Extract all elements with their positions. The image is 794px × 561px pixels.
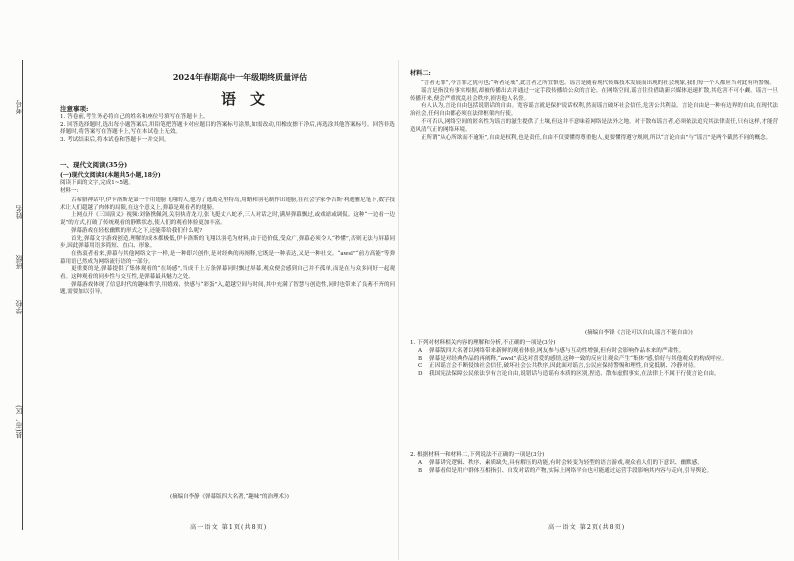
option-letter: A (418, 459, 423, 466)
exam-title: 2024年春期高中一年级期终质量评估 (172, 72, 308, 82)
material2-body (410, 80, 778, 325)
option-text: 弹幕看似是用户群体互相指引、自发对话的产物,实际上网络平台也可能通过运营手段影响其内容与走向,引导舆论。 (429, 467, 713, 474)
material1-body (60, 197, 395, 487)
county-label: 县(市、区) (15, 405, 23, 439)
paragraph: 弹幕游戏体现了信息时代的趣味哲学,用嬉戏、快感与“彩蛋”入,超越空间与时间,其中充满了智慧与创造性,同时也带来了良莠不齐的问题,需要加以引导。 (60, 281, 395, 296)
option-text: 正因谣言会不断侵蚀社会信任,破坏社会公共秩序,因此面对谣言,公民应保持警惕和理性,自觉抵制、冷静对待。 (429, 363, 700, 370)
option-letter: C (418, 363, 423, 370)
page-footer-right: 高一语文 第2页(共8页) (548, 524, 626, 531)
option-letter: D (418, 371, 423, 378)
binding-line (22, 60, 23, 530)
paragraph: 古希腊神话中,伊卡洛斯是第一个用翅膀飞翔的人,他为了逃离克里特岛,用蜡和羽毛制作出翅膀,在社会学家李吉斯·利迪雅尼笔下,数字技术让人们超越了肉体的局限,在这个意义上,弹幕是观看者的翅膀。 (60, 197, 395, 211)
notes-list (60, 114, 395, 145)
paragraph: 正所谓“从心所欲而不逾矩”,自由是权利,也是责任,自由不仅要懂得尊重他人,更要懂得遵守规则,所以“言论自由”与“谣言”是两个截然不同的概念。 (421, 134, 772, 141)
option-text: 我国宪法保障公民依法享有言论自由,说错话与造谣有本质的区别,捏造、散布虚假事实,在法律上不属于行使言论自由。 (429, 371, 720, 378)
material-label: 材料一: (60, 187, 79, 194)
option-d[interactable] (418, 371, 778, 379)
paragraph: 有人认为,言论自由包括说错话的自由。宽容谣言就是保护说话权利,然而谣言破坏社会信任,危害公共利益。言论自由是一种有边界的自由,在现代法治社会,任何自由都必须在法律框架内行使。 (410, 103, 778, 118)
paragraph: 弹幕游戏在轻松幽默的形式之下,还能带给我们什么呢? (71, 227, 203, 234)
exam-number-label: 考号 (15, 100, 23, 114)
source-citation: (摘编自李锋《言论可以自由,谣言不能自由》) (585, 330, 693, 336)
option-letter: B (418, 467, 423, 474)
option-text: 弹幕版四大名著以网络带来新鲜的观看体验,网友参与感与互动性增强,但有时会影响作品本来的严肃性。 (429, 347, 685, 354)
instruction (60, 180, 395, 195)
paragraph: 更重要的是,弹幕提供了集体观看的“在场感”,当成千上万条弹幕同时飘过屏幕,观众便会感到自己并不孤单,而是在与众多同好一起观看。这种观看的同步性与交互性,是弹幕最具魅力之处。 (60, 266, 395, 281)
option-a[interactable] (418, 460, 778, 468)
paragraph: 上网点开《三国演义》视频:刘备携佩剑,关羽执青龙刀,张飞挺丈八蛇矛,三人对话之时,满屏弹幕飘过,或戏谑或调侃。这种“一边看一边说”的方式,打破了传统观看的静默状态,使人们的观看体验更加丰富。 (60, 212, 395, 227)
material2-label: 材料二: (410, 70, 431, 77)
paragraph: 谣言是指没有事实根据,却被传播出去并通过一定手段传播给公众的言论。在网络空间,谣言往往借助新兴媒体迅速扩散,其危害不可小觑。谣言一旦传播开来,便会严重扰乱社会秩序,损害他人名誉。 (410, 87, 778, 102)
name-label: 姓名 (15, 205, 23, 219)
note-item: 2. 回答选择题时,选出每小题答案后,用铅笔把答题卡对应题目的答案标号涂黑,如需改动,用橡皮擦干净后,再选涂其他答案标号。回答非选择题时,将答案写在答题卡上,写在本试卷上无效。 (60, 121, 395, 136)
paragraph: 在热衷者看来,弹幕与其他网络文字一样,是一种即兴创作,是对经典的再阐释,它既是一种表达,又是一种社交。“awsl”“前方高能”等弹幕用语已然成为网络流行语的一部分。 (60, 250, 395, 265)
question-1 (410, 340, 778, 379)
notes-heading: 注意事项: (60, 105, 89, 113)
question-stem: 1. 下列对材料相关内容的理解和分析,不正确的一项是(3分) (410, 340, 556, 346)
subject-title: 语文 (220, 90, 279, 108)
paragraph: 不可否认,网络空间的匿名性为谣言的滋生提供了土壤,但这并不意味着网络是法外之地。对于散布谣言者,必须依法追究其法律责任,只有这样,才能营造风清气正的网络环境。 (410, 118, 778, 133)
note-item: 3. 考试结束后,将本试卷和答题卡一并交回。 (60, 137, 170, 144)
instruction-text: 阅读下面的文字,完成1~5题。 (60, 180, 134, 186)
binding-margin (0, 0, 48, 561)
note-item: 1. 答卷前,考生务必将自己的姓名和座位号填写在答题卡上。 (60, 114, 209, 120)
class-label: 班级 (15, 255, 23, 269)
option-a[interactable] (418, 348, 778, 356)
option-text: 弹幕讲究逻辑、秩序、素质缺失,具有解压的功能,有时会转变为轻型的语言游戏,观众看人们的下意识、幽默感。 (429, 459, 703, 466)
school-label: 学校 (15, 300, 23, 314)
option-text: 弹幕是对经典作品的再阐释,“awsl”表达对喜爱的感情,这种一致的反应让观众产生“集体”感,恰好与其他观众的构成呼应。 (429, 355, 728, 362)
paragraph: “言者无罪”,今言罪之犹可也;“听者足戒”,此言者之所宜慎也。谣言是随着现代传媒技术发展而出现的社会现象,我们每一个人都应当对此有所警惕。 (421, 80, 775, 86)
source-citation: (摘编自李静《弹幕版四大名著,“趣味”的治理术》) (170, 494, 289, 500)
paragraph: 首先,弹幕文字游戏创造,理解的成本都极低,伊卡洛斯的飞翔以羽毛为材料,由于造价低,受众广,弹幕必须令人“秒懂”,否则无法与屏幕同步,因此弹幕用语多简短、直白、形象。 (60, 235, 395, 250)
page-fold (398, 60, 399, 560)
option-letter: A (418, 347, 423, 354)
section-heading: 一、现代文阅读(35分) (60, 161, 128, 169)
question-stem: 2. 根据材料一和材料二,下列说法不正确的一项是(3分) (410, 452, 545, 458)
option-letter: B (418, 355, 423, 362)
question-2 (410, 452, 778, 475)
option-b[interactable] (418, 468, 778, 476)
subsection-heading: (一)现代文阅读Ⅰ(本题共5小题,18分) (60, 172, 161, 179)
page-footer-left: 高一语文 第1页(共8页) (190, 524, 268, 531)
